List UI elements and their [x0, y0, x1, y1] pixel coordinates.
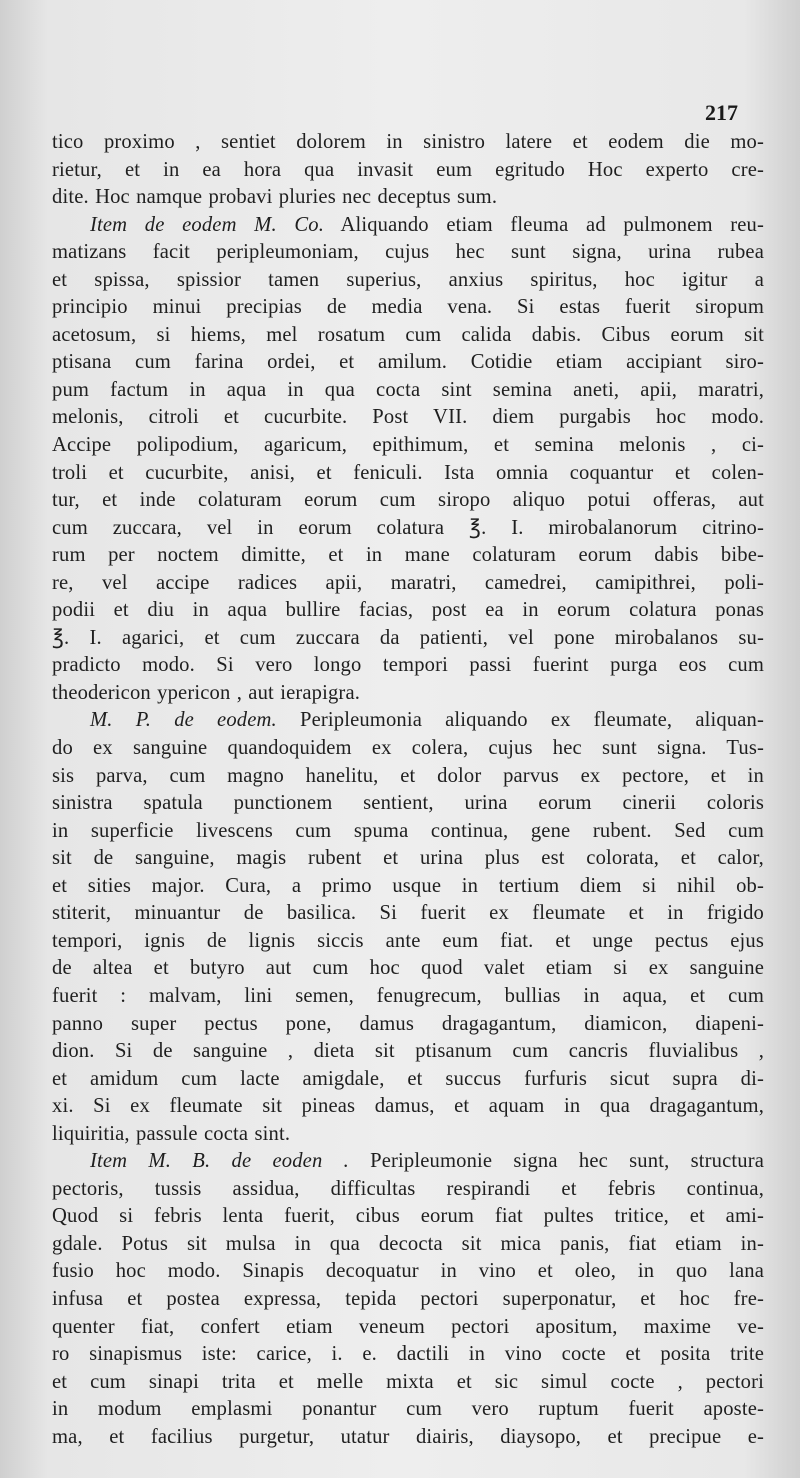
page-number: 217: [705, 100, 738, 125]
line-text: quenter fiat, confert etiam veneum pectori apositum, maxime ve-: [52, 1315, 764, 1338]
line-text: sinistra spatula punctionem sentient, urina eorum cinerii coloris: [52, 792, 764, 815]
line-text: xi. Si ex fleumate sit pineas damus, et aquam in qua dragagantum,: [52, 1095, 764, 1118]
line-text: sis parva, cum magno hanelitu, et dolor parvus ex pectore, et in: [52, 764, 764, 787]
text-line: [52, 900, 764, 928]
text-line: [52, 763, 764, 791]
line-text: do ex sanguine quandoquidem ex colera, cujus hec sunt signa. Tus-: [52, 737, 764, 760]
section-heading: Item M. B. de eoden .: [90, 1150, 349, 1173]
text-line: [52, 460, 764, 488]
text-line: [52, 212, 764, 240]
line-text: Peripleumonia aliquando ex fleumate, aliquan-: [276, 709, 764, 732]
line-text: melonis, citroli et cucurbite. Post VII. diem purgabis hoc modo.: [52, 406, 764, 429]
text-line: [52, 1314, 764, 1342]
text-line: [52, 239, 764, 267]
text-line: [52, 1093, 764, 1121]
text-line: [52, 294, 764, 322]
line-text: re, vel accipe radices apii, maratri, camedrei, camipithrei, poli-: [52, 571, 764, 594]
line-text: stiterit, minuantur de basilica. Si fuerit ex fleumate et in frigido: [52, 902, 764, 925]
line-text: rietur, et in ea hora qua invasit eum egritudo Hoc experto cre-: [52, 158, 764, 181]
text-line: [52, 1066, 764, 1094]
text-line: [52, 790, 764, 818]
text-line: [52, 377, 764, 405]
text-line: [52, 1258, 764, 1286]
text-line: [52, 487, 764, 515]
text-line: [52, 597, 764, 625]
text-line: [52, 570, 764, 598]
text-line: [52, 680, 764, 708]
line-text: pectoris, tussis assidua, difficultas respirandi et febris continua,: [52, 1177, 764, 1200]
line-text: sit de sanguine, magis rubent et urina plus est colorata, et calor,: [52, 847, 764, 870]
line-text: tempori, ignis de lignis siccis ante eum fiat. et unge pectus ejus: [52, 929, 764, 952]
text-line: [52, 873, 764, 901]
text-line: [52, 129, 764, 157]
line-text: ro sinapismus iste: carice, i. e. dactili in vino cocte et posita trite: [52, 1343, 764, 1366]
text-line: [52, 1369, 764, 1397]
section-heading: M. P. de eodem.: [90, 709, 277, 732]
line-text: Accipe polipodium, agaricum, epithimum, et semina melonis , ci-: [52, 434, 764, 457]
text-line: [52, 955, 764, 983]
line-text: et amidum cum lacte amigdale, et succus furfuris sicut supra di-: [52, 1067, 764, 1090]
text-line: [52, 735, 764, 763]
text-line: [52, 983, 764, 1011]
text-line: [52, 625, 764, 653]
text-line: [52, 1121, 764, 1149]
line-text: matizans facit peripleumoniam, cujus hec sunt signa, urina rubea: [52, 241, 764, 264]
line-text: et spissa, spissior tamen superius, anxius spiritus, hoc igitur a: [52, 268, 764, 291]
text-line: [52, 267, 764, 295]
line-text: in modum emplasmi ponantur cum vero ruptum fuerit aposte-: [52, 1398, 764, 1421]
line-text: tico proximo , sentiet dolorem in sinistro latere et eodem die mo-: [52, 131, 764, 153]
text-line: [52, 845, 764, 873]
line-text: in superficie livescens cum spuma continua, gene rubent. Sed cum: [52, 819, 764, 842]
line-text: Aliquando etiam fleuma ad pulmonem reu-: [324, 213, 764, 236]
text-line: [52, 1176, 764, 1204]
text-line: [52, 1424, 764, 1452]
text-line: [52, 432, 764, 460]
line-text: cum zuccara, vel in eorum colatura ℥. I. mirobalanorum citrino-: [52, 516, 764, 539]
line-text: et sities major. Cura, a primo usque in tertium diem si nihil ob-: [52, 874, 764, 897]
line-text: et cum sinapi trita et melle mixta et sic simul cocte , pectori: [52, 1370, 764, 1393]
line-text: principio minui precipias de media vena. Si estas fuerit siropum: [52, 296, 764, 319]
text-line: [52, 1231, 764, 1259]
section-heading: Item de eodem M. Co.: [90, 213, 324, 236]
text-line: [52, 1203, 764, 1231]
text-line: [52, 707, 764, 735]
line-text: pradicto modo. Si vero longo tempori passi fuerint purga eos cum: [52, 654, 764, 677]
text-line: [52, 157, 764, 185]
line-text: Peripleumonie signa hec sunt, structura: [348, 1150, 764, 1173]
text-line: [52, 652, 764, 680]
text-line: [52, 515, 764, 543]
line-text: fuerit : malvam, lini semen, fenugrecum, bullias in aqua, et cum: [52, 984, 764, 1007]
text-line: [52, 1396, 764, 1424]
text-line: [52, 1148, 764, 1176]
line-text: theodericon ypericon , aut ierapigra.: [52, 681, 361, 704]
line-text: fusio hoc modo. Sinapis decoquatur in vino et oleo, in quo lana: [52, 1260, 764, 1283]
line-text: ptisana cum farina ordei, et amilum. Cotidie etiam accipiant siro-: [52, 351, 764, 374]
line-text: ma, et facilius purgetur, utatur diairis, diaysopo, et precipue e-: [52, 1425, 764, 1448]
line-text: dite. Hoc namque probavi pluries nec deceptus sum.: [52, 186, 498, 209]
text-line: [52, 184, 764, 212]
line-text: Quod si febris lenta fuerit, cibus eorum fiat pultes tritice, et ami-: [52, 1205, 764, 1228]
body-text: [52, 129, 764, 1451]
line-text: podii et diu in aqua bullire facias, post ea in eorum colatura ponas: [52, 599, 764, 622]
text-line: [52, 1038, 764, 1066]
text-line: [52, 1341, 764, 1369]
line-text: tur, et inde colaturam eorum cum siropo aliquo potui offeras, aut: [52, 489, 764, 512]
line-text: de altea et butyro aut cum hoc quod valet etiam si ex sanguine: [52, 957, 764, 980]
line-text: pum factum in aqua in qua cocta sint semina aneti, apii, maratri,: [52, 378, 764, 401]
line-text: gdale. Potus sit mulsa in qua decocta sit mica panis, fiat etiam in-: [52, 1232, 764, 1255]
text-line: [52, 1011, 764, 1039]
line-text: dion. Si de sanguine , dieta sit ptisanum cum cancris fluvialibus ,: [52, 1040, 764, 1063]
text-line: [52, 322, 764, 350]
line-text: ℥. I. agarici, et cum zuccara da patienti, vel pone mirobalanos su-: [52, 626, 764, 649]
line-text: liquiritia, passule cocta sint.: [52, 1122, 291, 1145]
line-text: troli et cucurbite, anisi, et feniculi. Ista omnia coquantur et colen-: [52, 461, 764, 484]
text-line: [52, 1286, 764, 1314]
text-line: [52, 349, 764, 377]
text-line: [52, 542, 764, 570]
text-line: [52, 928, 764, 956]
line-text: acetosum, si hiems, mel rosatum cum calida dabis. Cibus eorum sit: [52, 323, 764, 346]
text-line: [52, 818, 764, 846]
line-text: panno super pectus pone, damus dragagantum, diamicon, diapeni-: [52, 1012, 764, 1035]
text-line: [52, 404, 764, 432]
line-text: rum per noctem dimitte, et in mane colaturam eorum dabis bibe-: [52, 544, 764, 567]
line-text: infusa et postea expressa, tepida pectori superponatur, et hoc fre-: [52, 1287, 764, 1310]
